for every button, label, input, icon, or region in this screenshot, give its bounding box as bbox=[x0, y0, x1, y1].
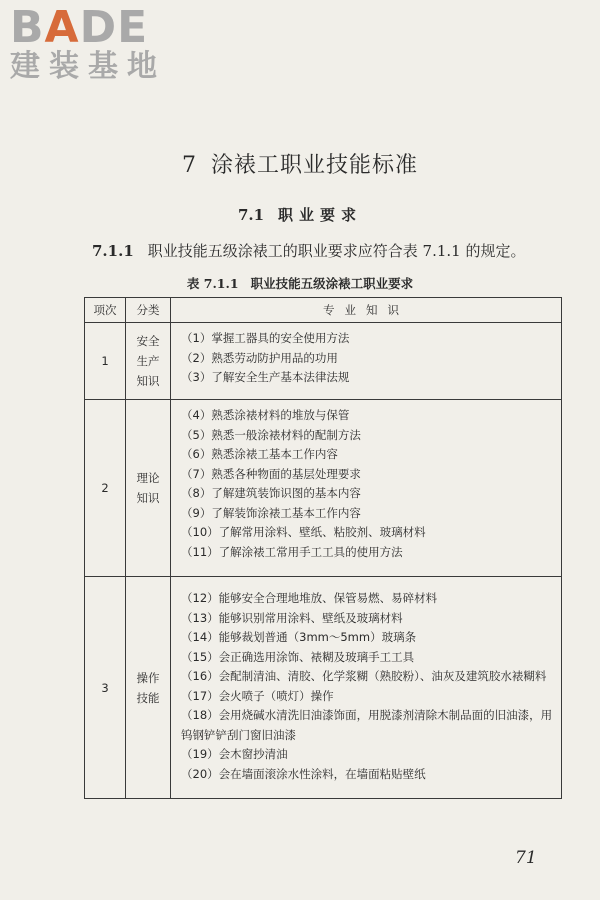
header-category: 分类 bbox=[126, 298, 171, 323]
list-item: （14）能够裁划普通（3mm～5mm）玻璃条 bbox=[181, 630, 417, 644]
table-caption bbox=[0, 274, 600, 292]
clause-number: 7.1.1 bbox=[92, 242, 134, 260]
category-line: 知识 bbox=[136, 491, 160, 505]
chapter-title bbox=[0, 148, 600, 179]
list-item: （6）熟悉涂裱工基本工作内容 bbox=[181, 447, 338, 461]
header-professional-knowledge: 专业知识 bbox=[171, 298, 562, 323]
category-line: 安全 bbox=[136, 334, 160, 348]
list-item: （1）掌握工器具的安全使用方法 bbox=[181, 331, 350, 345]
list-item: （13）能够识别常用涂料、壁纸及玻璃材料 bbox=[181, 610, 403, 625]
list-item: （7）熟悉各种物面的基层处理要求 bbox=[181, 466, 361, 481]
header-index: 项次 bbox=[85, 298, 126, 323]
table-caption-text: 职业技能五级涂裱工职业要求 bbox=[250, 276, 414, 291]
bade-logo bbox=[10, 2, 175, 84]
logo-chinese-text: 建装基地 bbox=[10, 49, 166, 84]
table-header-row bbox=[85, 298, 562, 323]
clause-paragraph bbox=[92, 240, 592, 261]
row-items bbox=[171, 577, 562, 799]
list-item: （10）了解常用涂料、壁纸、粘胶剂、玻璃材料 bbox=[181, 525, 426, 539]
section-number: 7.1 bbox=[237, 206, 265, 224]
logo-letter-b: B bbox=[10, 2, 45, 53]
category-line: 技能 bbox=[136, 690, 160, 705]
list-item: （16）会配制清油、清胶、化学浆糊（熟胶粉）、油灰及建筑胶水裱糊料 bbox=[181, 669, 547, 683]
row-category bbox=[126, 400, 171, 577]
page-number: 71 bbox=[515, 848, 537, 868]
table-caption-number: 表 7.1.1 bbox=[186, 276, 239, 291]
logo-letter-a: A bbox=[44, 2, 80, 53]
category-line: 操作 bbox=[136, 670, 160, 685]
list-item: （19）会木窗抄清油 bbox=[181, 747, 288, 761]
chapter-title-text: 涂裱工职业技能标准 bbox=[210, 153, 418, 178]
category-line: 生产 bbox=[136, 354, 160, 368]
list-item: （17）会火喷子（喷灯）操作 bbox=[181, 688, 334, 703]
row-items bbox=[171, 400, 562, 577]
category-line: 知识 bbox=[136, 374, 160, 388]
list-item: （15）会正确选用涂饰、裱糊及玻璃手工工具 bbox=[181, 649, 415, 664]
list-item: （18）会用烧碱水清洗旧油漆饰面，用脱漆剂清除木制品面的旧油漆，用钨钢铲铲刮门窗旧油漆 bbox=[181, 708, 553, 742]
row-index: 3 bbox=[85, 577, 126, 799]
logo-wordmark bbox=[10, 2, 175, 53]
list-item: （12）能够安全合理地堆放、保管易燃、易碎材料 bbox=[181, 591, 438, 605]
requirements-table bbox=[84, 297, 562, 799]
row-category bbox=[126, 577, 171, 799]
list-item: （2）熟悉劳动防护用品的功用 bbox=[181, 350, 338, 365]
table-row bbox=[85, 577, 562, 799]
row-items bbox=[171, 323, 562, 400]
list-item: （5）熟悉一般涂裱材料的配制方法 bbox=[181, 427, 361, 442]
row-index: 1 bbox=[85, 323, 126, 400]
list-item: （11）了解涂裱工常用手工工具的使用方法 bbox=[181, 544, 403, 559]
list-item: （3）了解安全生产基本法律法规 bbox=[181, 370, 350, 384]
chapter-number: 7 bbox=[181, 153, 197, 178]
list-item: （20）会在墙面滚涂水性涂料，在墙面粘贴壁纸 bbox=[181, 766, 426, 781]
section-title-text: 职业要求 bbox=[278, 206, 363, 224]
category-line: 理论 bbox=[136, 471, 160, 485]
clause-text: 职业技能五级涂裱工的职业要求应符合表 7.1.1 的规定。 bbox=[147, 242, 526, 260]
row-index: 2 bbox=[85, 400, 126, 577]
list-item: （9）了解装饰涂裱工基本工作内容 bbox=[181, 505, 361, 520]
table-row bbox=[85, 400, 562, 577]
section-title bbox=[0, 204, 600, 225]
row-category bbox=[126, 323, 171, 400]
list-item: （8）了解建筑装饰识图的基本内容 bbox=[181, 486, 361, 500]
table-row bbox=[85, 323, 562, 400]
logo-letters-de: DE bbox=[79, 2, 149, 53]
list-item: （4）熟悉涂裱材料的堆放与保管 bbox=[181, 408, 350, 422]
